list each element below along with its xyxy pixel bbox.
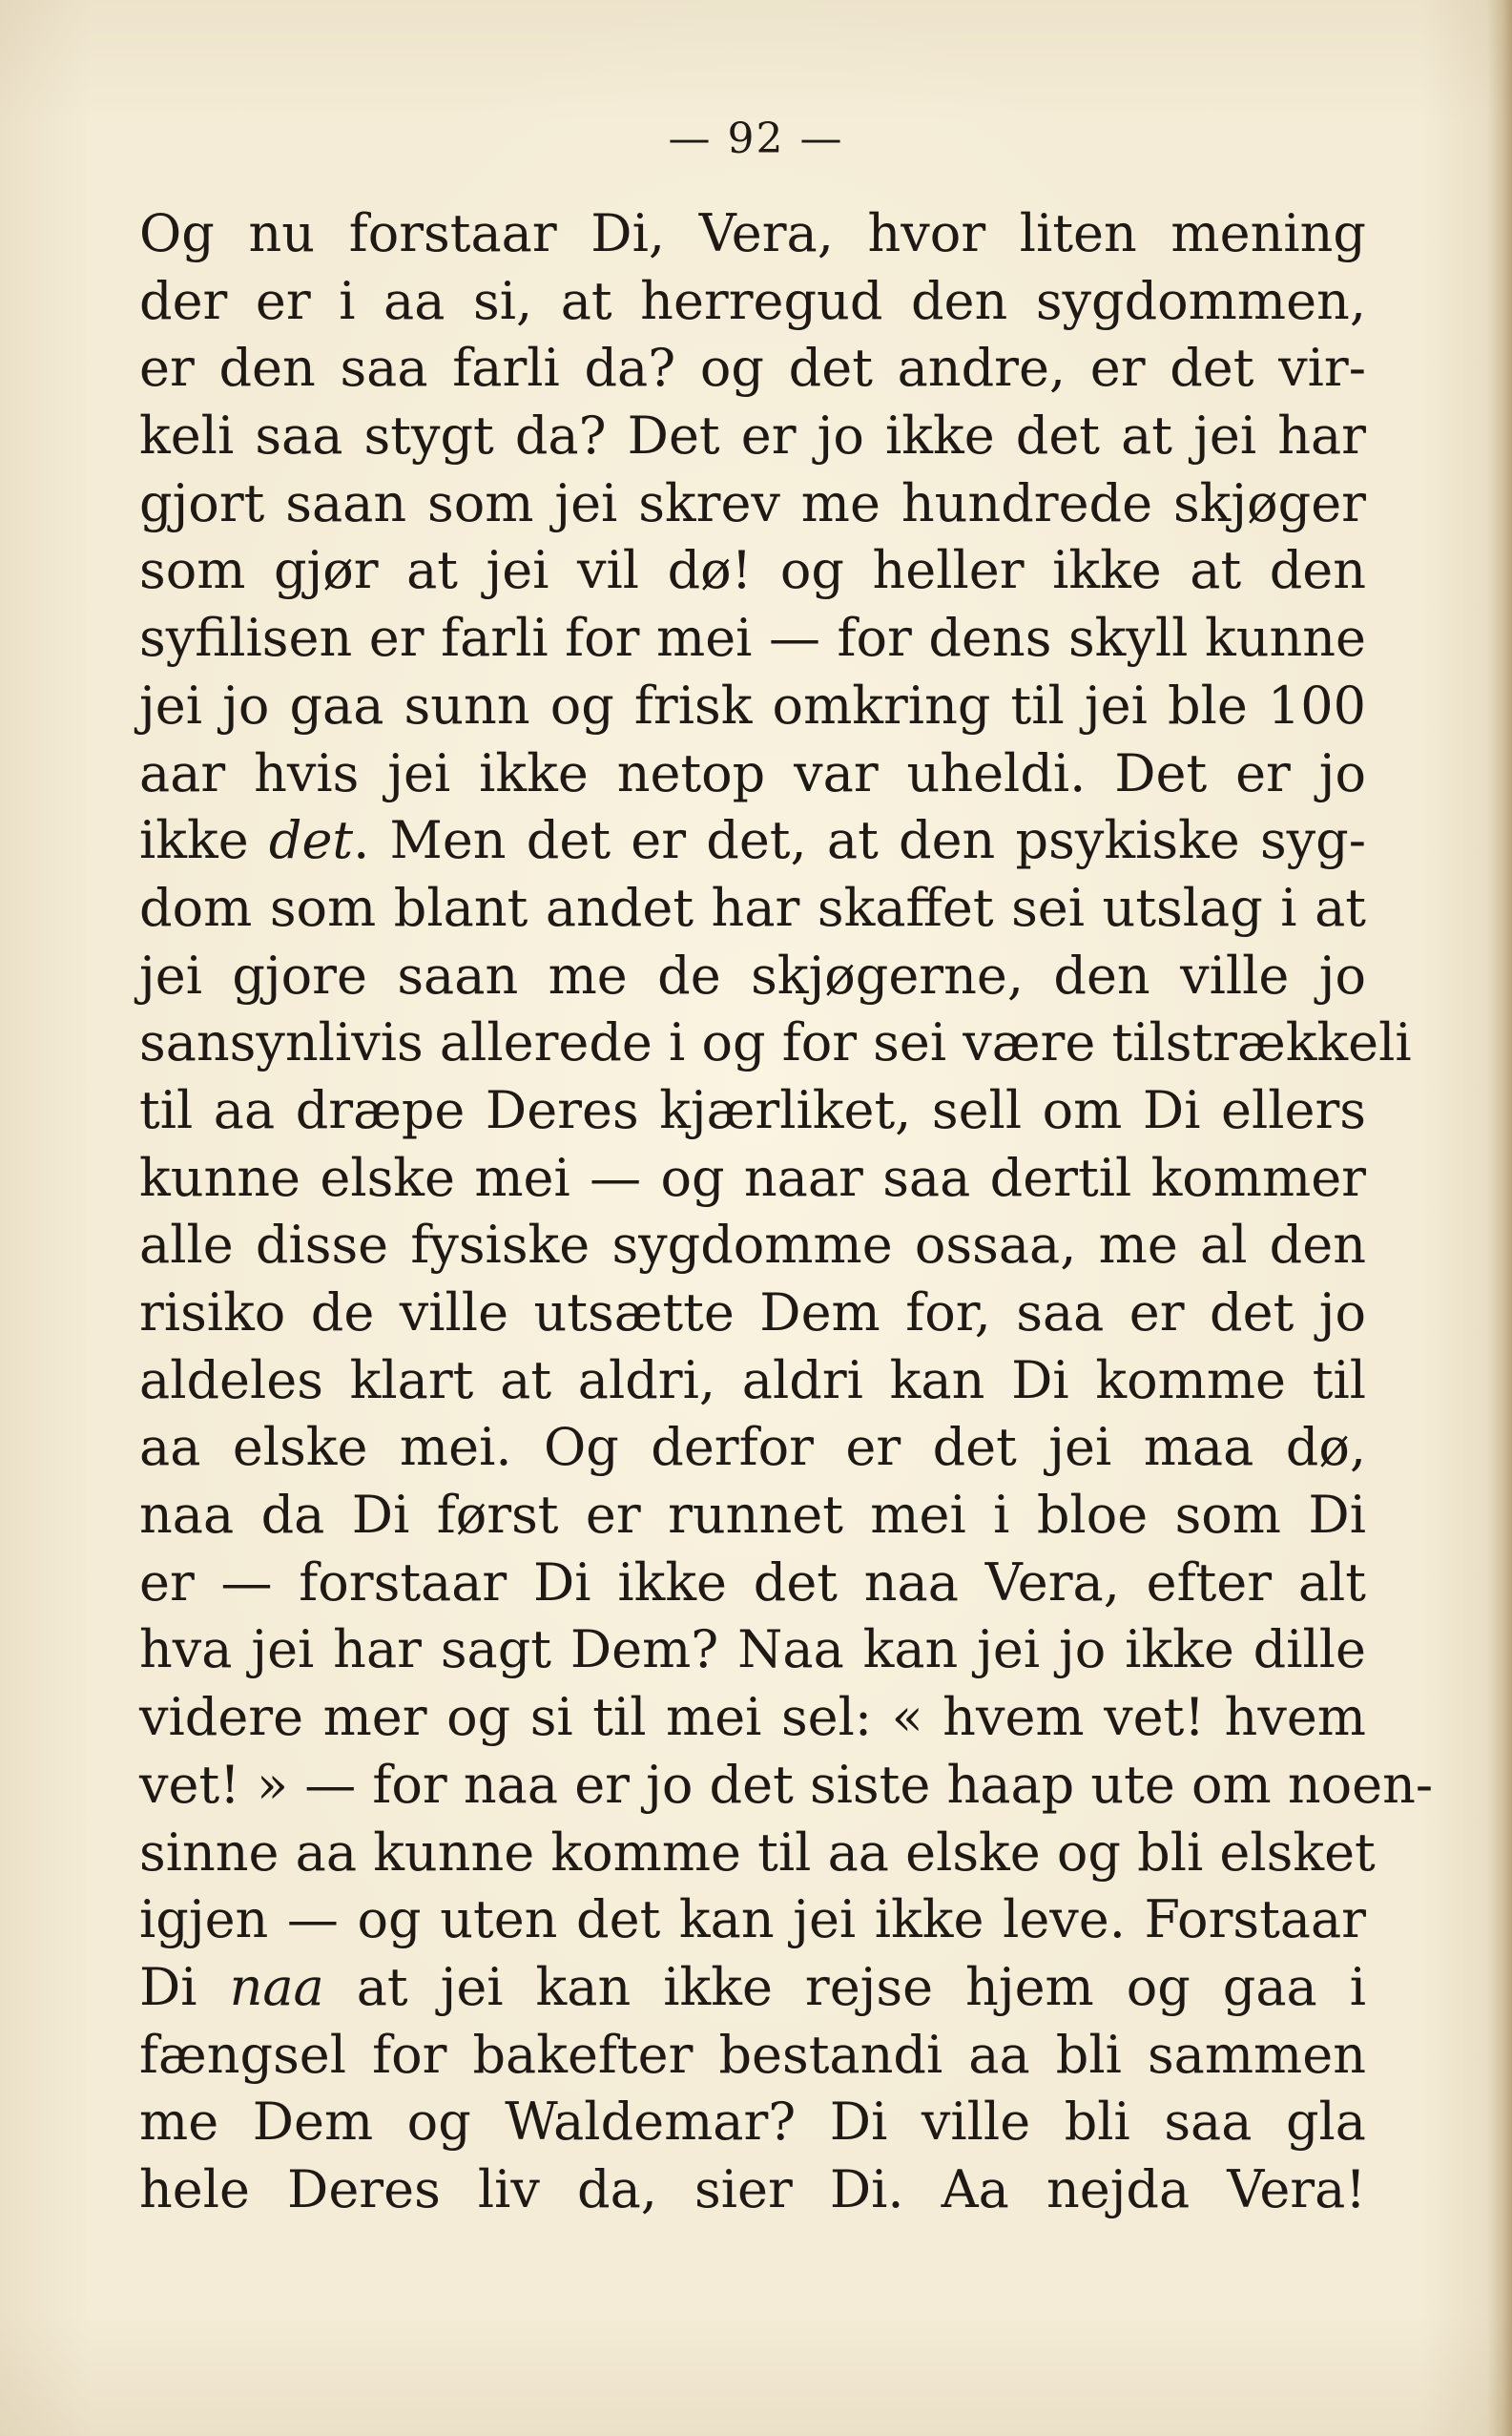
- text-line: videre mer og si til mei sel: « hvem vet! hvem: [139, 1687, 1366, 1748]
- text-line: naa da Di først er runnet mei i bloe som Di: [139, 1485, 1366, 1546]
- text-line: Di naa at jei kan ikke rejse hjem og gaa i: [139, 1956, 1367, 2017]
- body-text: [139, 200, 1434, 2224]
- text-line: som gjør at jei vil dø! og heller ikke at den: [139, 540, 1366, 601]
- text-line: igjen — og uten det kan jei ikke leve. Forstaar: [139, 1889, 1366, 1950]
- text-line: aldeles klart at aldri, aldri kan Di komme til: [139, 1349, 1366, 1410]
- text-line: jei jo gaa sunn og frisk omkring til jei ble 100: [139, 675, 1366, 736]
- text-line: keli saa stygt da? Det er jo ikke det at jei har: [139, 406, 1366, 467]
- text-line: risiko de ville utsætte Dem for, saa er det jo: [139, 1282, 1366, 1343]
- text-line: aar hvis jei ikke netop var uheldi. Det er jo: [139, 742, 1366, 803]
- text-line: syfilisen er farli for mei — for dens skyll kunne: [139, 608, 1366, 669]
- text-line: ikke det. Men det er det, at den psykiske syg-: [139, 810, 1366, 871]
- text-line: er den saa farli da? og det andre, er det vir-: [139, 338, 1366, 399]
- text-line: aa elske mei. Og derfor er det jei maa dø,: [139, 1417, 1366, 1478]
- text-line: alle disse fysiske sygdomme ossaa, me al den: [139, 1215, 1366, 1276]
- text-line: dom som blant andet har skaffet sei utslag i at: [139, 877, 1366, 938]
- text-line: til aa dræpe Deres kjærliket, sell om Di ellers: [139, 1079, 1366, 1140]
- page-number: — 92 —: [668, 115, 844, 163]
- text-line: sinne aa kunne komme til aa elske og bli elsket: [139, 1822, 1376, 1883]
- italic-word: naa: [229, 1956, 324, 2017]
- text-line: me Dem og Waldemar? Di ville bli saa gla: [139, 2092, 1366, 2153]
- text-line: jei gjore saan me de skjøgerne, den ville jo: [139, 945, 1366, 1006]
- text-line: fængsel for bakefter bestandi aa bli sammen: [139, 2024, 1366, 2085]
- text-line: kunne elske mei — og naar saa dertil kommer: [139, 1147, 1366, 1208]
- text-line: gjort saan som jei skrev me hundrede skjøger: [139, 472, 1366, 533]
- text-line: Og nu forstaar Di, Vera, hvor liten mening: [139, 203, 1366, 263]
- text-line: vet! » — for naa er jo det siste haap ute om noen-: [139, 1754, 1434, 1815]
- text-line: der er i aa si, at herregud den sygdommen,: [139, 270, 1366, 331]
- text-line: er — forstaar Di ikke det naa Vera, efter alt: [139, 1551, 1366, 1613]
- text-line: hva jei har sagt Dem? Naa kan jei jo ikke dille: [139, 1619, 1366, 1680]
- text-line: sansynlivis allerede i og for sei være tilstrækkeli: [139, 1012, 1412, 1073]
- text-line: hele Deres liv da, sier Di. Aa nejda Vera!: [139, 2158, 1366, 2219]
- page-edge-shadow: [1487, 0, 1512, 2436]
- italic-word: det: [268, 810, 354, 871]
